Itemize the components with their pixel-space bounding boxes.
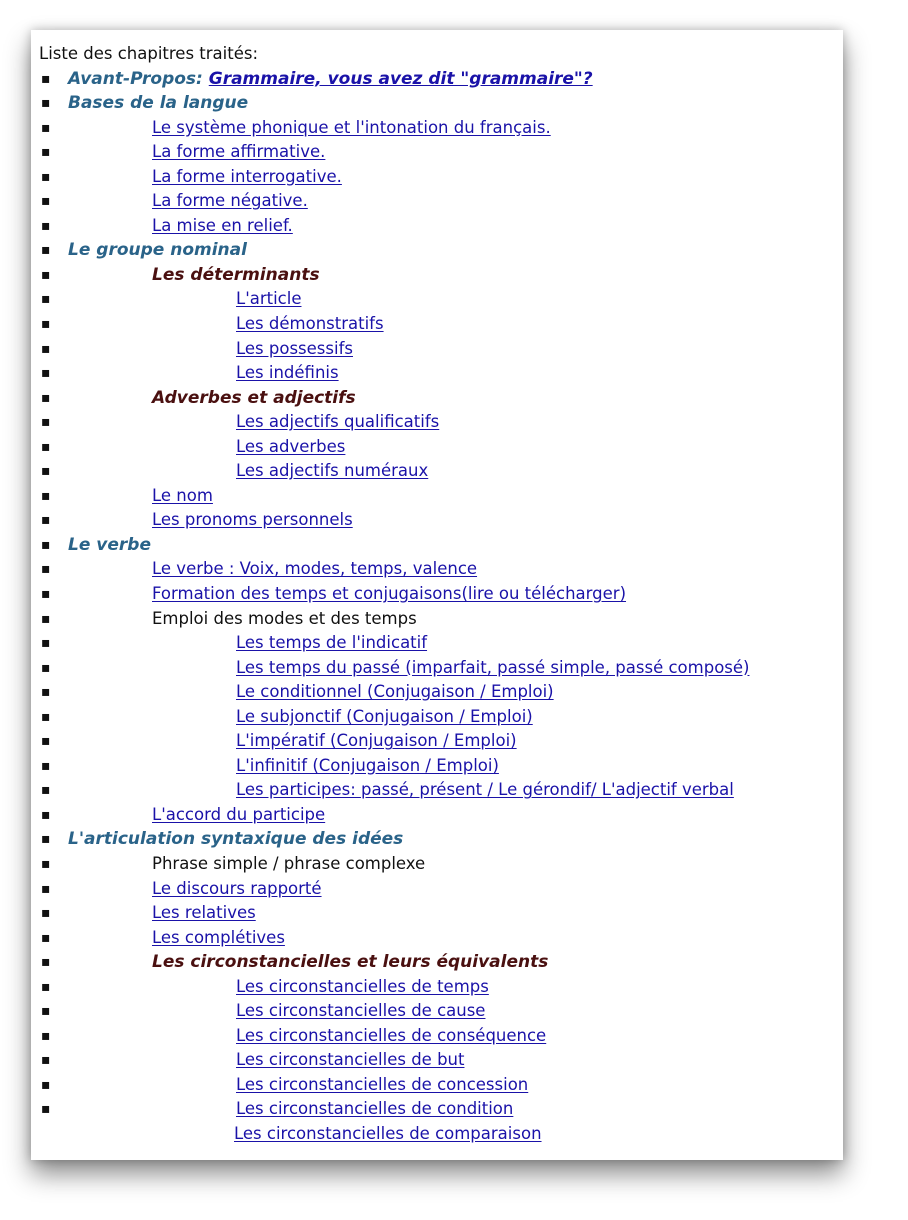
chapter-entry: [236, 1024, 546, 1049]
bullet-icon: ▪: [41, 831, 51, 848]
chapter-entry: [236, 361, 339, 386]
subsection-heading: Les circonstancielles et leurs équivalents: [152, 952, 549, 973]
bullet-icon: ▪: [41, 119, 51, 136]
chapter-entry: [236, 435, 345, 460]
chapter-link[interactable]: Les complétives: [152, 927, 285, 947]
list-item: [31, 778, 843, 803]
list-item: [31, 361, 843, 386]
list-item: [31, 827, 843, 852]
chapter-entry: [236, 778, 734, 803]
bullet-icon: ▪: [41, 954, 51, 971]
chapter-link[interactable]: Les circonstancielles de temps: [236, 976, 489, 996]
chapter-link[interactable]: L'impératif (Conjugaison / Emploi): [236, 731, 517, 751]
bullet-icon: ▪: [41, 929, 51, 946]
bullet-icon: ▪: [41, 880, 51, 897]
list-item: [31, 1048, 843, 1073]
bullet-icon: ▪: [41, 438, 51, 455]
bullet-icon: ▪: [41, 242, 51, 259]
chapter-link[interactable]: Les possessifs: [236, 338, 353, 358]
list-item: [31, 803, 843, 828]
chapter-link[interactable]: Les circonstancielles de comparaison: [234, 1124, 542, 1144]
bullet-icon: ▪: [41, 905, 51, 922]
bullet-icon: ▪: [41, 315, 51, 332]
bullet-icon: ▪: [41, 217, 51, 234]
chapter-entry: [152, 484, 213, 509]
chapter-link[interactable]: Les adjectifs qualificatifs: [236, 412, 440, 432]
list-item: [31, 214, 843, 239]
chapter-entry: [152, 214, 293, 239]
list-item: [31, 508, 843, 533]
chapter-link[interactable]: Le verbe : Voix, modes, temps, valence: [152, 559, 478, 579]
chapter-link[interactable]: Les circonstancielles de condition: [236, 1099, 514, 1119]
list-item: [31, 189, 843, 214]
list-item: [31, 656, 843, 681]
chapter-link[interactable]: Les relatives: [152, 903, 256, 923]
chapter-entry: [236, 287, 301, 312]
list-item: [31, 337, 843, 362]
chapter-link[interactable]: Les temps de l'indicatif: [236, 633, 428, 653]
bullet-icon: ▪: [41, 1027, 51, 1044]
chapter-link[interactable]: La mise en relief.: [152, 215, 293, 235]
list-item: [31, 582, 843, 607]
chapter-entry: [236, 656, 749, 681]
chapter-entry: [152, 926, 285, 951]
chapter-entry: [236, 631, 427, 656]
chapter-entry: [152, 165, 342, 190]
chapter-link[interactable]: Le subjonctif (Conjugaison / Emploi): [236, 706, 533, 726]
bullet-icon: ▪: [41, 1052, 51, 1069]
section-heading: L'articulation syntaxique des idées: [68, 829, 404, 850]
bullet-icon: ▪: [41, 512, 51, 529]
bullet-icon: ▪: [41, 291, 51, 308]
section-heading: Le groupe nominal: [68, 240, 247, 261]
list-item: [31, 459, 843, 484]
chapter-entry: [236, 975, 489, 1000]
chapter-entry: [152, 877, 322, 902]
chapter-entry: [152, 508, 353, 533]
chapter-link[interactable]: Les démonstratifs: [236, 313, 384, 333]
list-item: [31, 1073, 843, 1098]
bullet-icon: ▪: [41, 144, 51, 161]
chapter-link[interactable]: Le conditionnel (Conjugaison / Emploi): [236, 682, 554, 702]
list-item: [31, 386, 843, 411]
bullet-icon: ▪: [41, 782, 51, 799]
chapter-list-page: [31, 30, 843, 1160]
list-item: [31, 435, 843, 460]
bullet-icon: ▪: [41, 757, 51, 774]
section-heading: Le verbe: [68, 534, 151, 555]
chapter-link[interactable]: Les circonstancielles de but: [236, 1050, 465, 1070]
list-item: [31, 754, 843, 779]
bullet-icon: ▪: [41, 684, 51, 701]
list-item: [31, 877, 843, 902]
bullet-icon: ▪: [41, 487, 51, 504]
list-item: [31, 91, 843, 116]
list-item: [31, 999, 843, 1024]
list-item: [31, 140, 843, 165]
chapter-entry: [236, 312, 384, 337]
section-heading: [68, 67, 593, 92]
chapter-entry: [236, 459, 428, 484]
chapter-link[interactable]: L'infinitif (Conjugaison / Emploi): [236, 755, 499, 775]
chapter-link[interactable]: Les circonstancielles de cause: [236, 1001, 486, 1021]
list-item: [31, 631, 843, 656]
chapter-entry: [152, 557, 477, 582]
chapter-link[interactable]: Les indéfinis: [236, 363, 339, 383]
bullet-icon: ▪: [41, 70, 51, 87]
chapter-entry: [152, 189, 308, 214]
bullet-icon: ▪: [41, 193, 51, 210]
list-item: [31, 263, 843, 288]
chapter-entry: [234, 1122, 542, 1147]
chapter-entry: [236, 337, 353, 362]
chapter-link[interactable]: L'accord du participe: [152, 804, 326, 824]
chapter-link[interactable]: L'article: [236, 289, 302, 309]
chapter-entry: [152, 116, 551, 141]
chapter-entry: [152, 901, 256, 926]
chapter-link[interactable]: Le nom: [152, 485, 213, 505]
intro-text: Liste des chapitres traités:: [39, 44, 259, 63]
list-item: [31, 975, 843, 1000]
chapter-entry: [236, 1097, 513, 1122]
chapter-entry: [152, 803, 325, 828]
bullet-icon: ▪: [41, 856, 51, 872]
bullet-icon: ▪: [41, 659, 51, 676]
chapter-entry: [236, 754, 499, 779]
chapter-entry: [236, 1073, 528, 1098]
list-item: [31, 67, 843, 92]
list-item: [31, 950, 843, 975]
chapter-list: [31, 67, 843, 1147]
bullet-icon: ▪: [41, 635, 51, 652]
subsection-heading: Les déterminants: [152, 264, 320, 285]
chapter-link[interactable]: Les circonstancielles de concession: [236, 1074, 529, 1094]
chapter-label: Phrase simple / phrase complexe: [152, 854, 426, 873]
bullet-icon: ▪: [41, 1101, 51, 1118]
list-item: [31, 852, 843, 877]
bullet-icon: ▪: [41, 463, 51, 480]
bullet-icon: ▪: [41, 536, 51, 553]
bullet-icon: ▪: [41, 978, 51, 995]
chapter-link[interactable]: La forme interrogative.: [152, 166, 342, 186]
list-item: [31, 557, 843, 582]
bullet-icon: ▪: [41, 340, 51, 357]
chapter-link[interactable]: Formation des temps et conjugaisons(lire ou télécharger): [152, 583, 627, 603]
chapter-entry: [236, 680, 554, 705]
bullet-icon: ▪: [41, 266, 51, 283]
bullet-icon: ▪: [41, 733, 51, 750]
list-item: [31, 729, 843, 754]
list-item: [31, 1097, 843, 1122]
bullet-icon: ▪: [41, 95, 51, 112]
list-item: [31, 238, 843, 263]
list-item: [31, 484, 843, 509]
chapter-entry: [152, 582, 626, 607]
bullet-icon: ▪: [41, 365, 51, 382]
chapter-entry: [236, 1048, 464, 1073]
chapter-label: Emploi des modes et des temps: [152, 608, 417, 628]
chapter-entry: [236, 729, 517, 754]
bullet-icon: ▪: [41, 414, 51, 431]
chapter-link[interactable]: Les temps du passé (imparfait, passé simple, passé composé): [236, 657, 750, 677]
chapter-link[interactable]: Les participes: passé, présent / Le gérondif/ L'adjectif verbal: [236, 780, 734, 800]
bullet-icon: ▪: [41, 585, 51, 602]
chapter-entry: [152, 140, 325, 165]
subsection-heading: Adverbes et adjectifs: [152, 387, 356, 408]
bullet-icon: ▪: [41, 561, 51, 578]
list-item: [31, 1122, 843, 1147]
list-item: [31, 1024, 843, 1049]
chapter-entry: [236, 999, 485, 1024]
bullet-icon: ▪: [41, 708, 51, 725]
list-item: [31, 607, 843, 632]
chapter-link[interactable]: Grammaire, vous avez dit "grammaire"?: [208, 68, 593, 89]
chapter-link[interactable]: Les adjectifs numéraux: [236, 461, 429, 481]
bullet-icon: ▪: [41, 610, 51, 627]
chapter-entry: [236, 705, 533, 730]
chapter-link[interactable]: La forme affirmative.: [152, 142, 326, 162]
bullet-icon: ▪: [41, 168, 51, 185]
list-item: [31, 926, 843, 951]
list-item: [31, 116, 843, 141]
list-item: [31, 705, 843, 730]
section-heading: Bases de la langue: [68, 93, 249, 114]
list-item: [31, 410, 843, 435]
chapter-link[interactable]: Les adverbes: [236, 436, 346, 456]
list-item: [31, 533, 843, 558]
bullet-icon: ▪: [41, 806, 51, 823]
chapter-link[interactable]: La forme négative.: [152, 191, 308, 211]
bullet-icon: ▪: [41, 389, 51, 406]
chapter-link[interactable]: Le discours rapporté: [152, 878, 322, 898]
chapter-link[interactable]: Les circonstancielles de conséquence: [236, 1025, 547, 1045]
chapter-link[interactable]: Le système phonique et l'intonation du français.: [152, 117, 551, 137]
bullet-icon: ▪: [41, 1076, 51, 1093]
list-item: [31, 312, 843, 337]
chapter-entry: [236, 410, 439, 435]
list-item: [31, 165, 843, 190]
section-prefix: Avant-Propos:: [68, 68, 209, 89]
list-item: [31, 680, 843, 705]
list-item: [31, 287, 843, 312]
chapter-link[interactable]: Les pronoms personnels: [152, 510, 353, 530]
bullet-icon: ▪: [41, 1003, 51, 1020]
list-item: [31, 901, 843, 926]
